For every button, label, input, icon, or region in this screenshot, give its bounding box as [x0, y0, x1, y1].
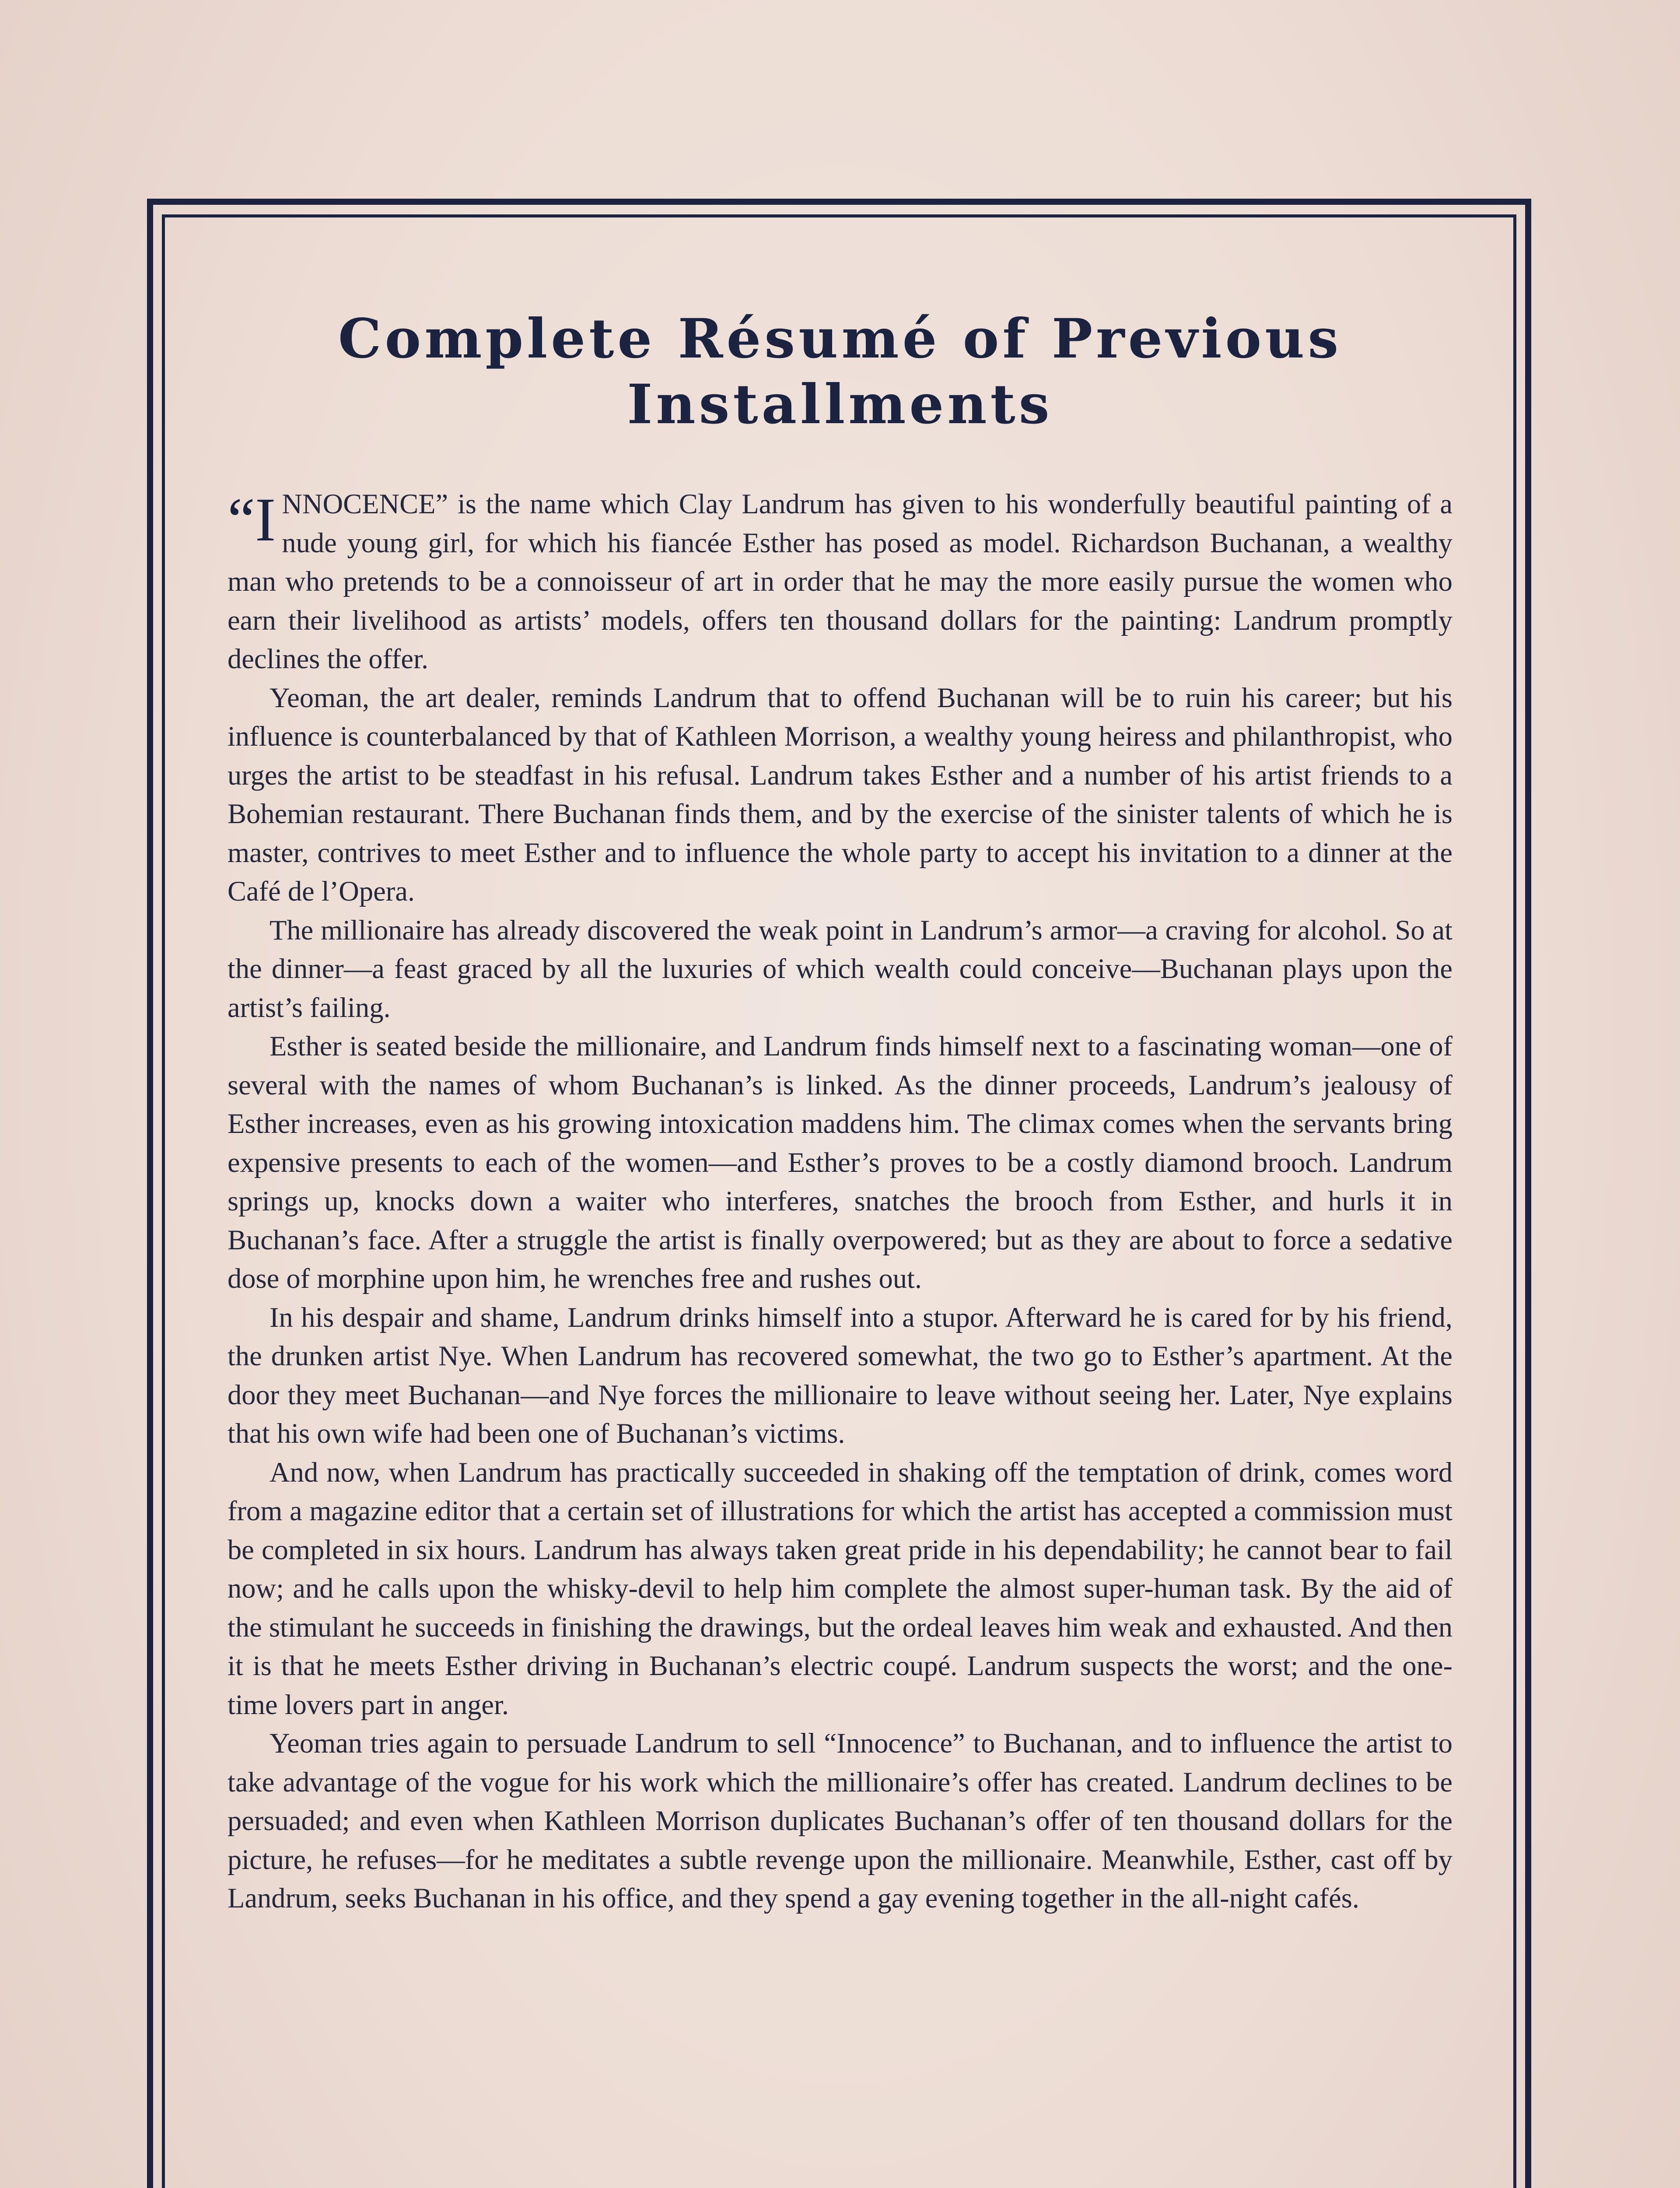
- drop-cap-letter: I: [255, 485, 276, 554]
- paragraph-6: And now, when Landrum has practically succeeded in shaking off the temptation of drink, comes word from a magazine editor that a certain set of illustrations for which the artist has accepted a commission must be completed in six hours. Landrum has always taken great pride in his dependability; he cannot bear to fail now; and he calls upon the whisky-devil to help him complete the almost super-human task. By the aid of the stimulant he succeeds in finishing the drawings, but the ordeal leaves him weak and exhausted. And then it is that he meets Esther driving in Buchanan’s electric coupé. Landrum suspects the worst; and the one-time lovers part in anger.: [228, 1456, 1452, 1720]
- paragraph-3: The millionaire has already discovered the weak point in Landrum’s armor—a craving for alcohol. So at the dinner—a feast graced by all the luxuries of which wealth could conceive—Buchanan plays upon the artist’s failing.: [228, 914, 1452, 1023]
- paragraph-4: Esther is seated beside the millionaire, and Landrum finds himself next to a fascinating woman—one of several with the names of whom Buchanan’s is linked. As the dinner proceeds, Landrum’s jealousy of Esther increases, even as his growing intoxication maddens him. The climax comes when the servants bring expensive presents to each of the women—and Esther’s proves to be a costly diamond brooch. Landrum springs up, knocks down a waiter who interferes, snatches the brooch from Esther, and hurls it in Buchanan’s face. After a struggle the artist is finally overpowered; but as they are about to force a sedative dose of morphine upon him, he wrenches free and rushes out.: [228, 1031, 1452, 1294]
- drop-cap: [228, 487, 276, 552]
- title-line-1: Complete Résumé of Previous: [338, 307, 1342, 371]
- article-body: [228, 306, 1452, 2188]
- title-line-2: Installments: [627, 373, 1053, 436]
- paragraph-2: Yeoman, the art dealer, reminds Landrum that to offend Buchanan will be to ruin his career; but his influence is counterbalanced by that of Kathleen Morrison, a wealthy young heiress and philanthropist, who urges the artist to be steadfast in his refusal. Landrum takes Esther and a number of his artist friends to a Bohemian restaurant. There Buchanan finds them, and by the exercise of the sinister talents of which he is master, contrives to meet Esther and to influence the whole party to accept his invitation to a dinner at the Café de l’Opera.: [228, 682, 1452, 907]
- paragraph-7: Yeoman tries again to persuade Landrum to sell “Innocence” to Buchanan, and to influence the artist to take advantage of the vogue for his work which the millionaire’s offer has created. Landrum declines to be persuaded; and even when Kathleen Morrison duplicates Buchanan’s offer of ten thousand dollars for the picture, he refuses—for he meditates a subtle revenge upon the millionaire. Meanwhile, Esther, cast off by Landrum, seeks Buchanan in his office, and they spend a gay evening together in the all-night cafés.: [228, 1728, 1452, 1914]
- page-title: [228, 306, 1452, 438]
- paragraph-1: [228, 485, 1452, 679]
- opening-quote: “: [228, 485, 256, 554]
- paragraph-text: NNOCENCE” is the name which Clay Landrum has given to his wonderfully beautiful painting of a nude young girl, for which his fiancée Esther has posed as model. Richardson Buchanan, a wealthy man who pretends to be a connoisseur of art in order that he may the more easily pursue the women who earn their livelihood as artists’ models, offers ten thousand dollars for the painting: Landrum promptly declines the offer.: [228, 488, 1452, 674]
- paragraph-5: In his despair and shame, Landrum drinks himself into a stupor. Afterward he is cared for by his friend, the drunken artist Nye. When Landrum has recovered somewhat, the two go to Esther’s apartment. At the door they meet Buchanan—and Nye forces the millionaire to leave without seeing her. Later, Nye explains that his own wife had been one of Buchanan’s victims.: [228, 1301, 1452, 1449]
